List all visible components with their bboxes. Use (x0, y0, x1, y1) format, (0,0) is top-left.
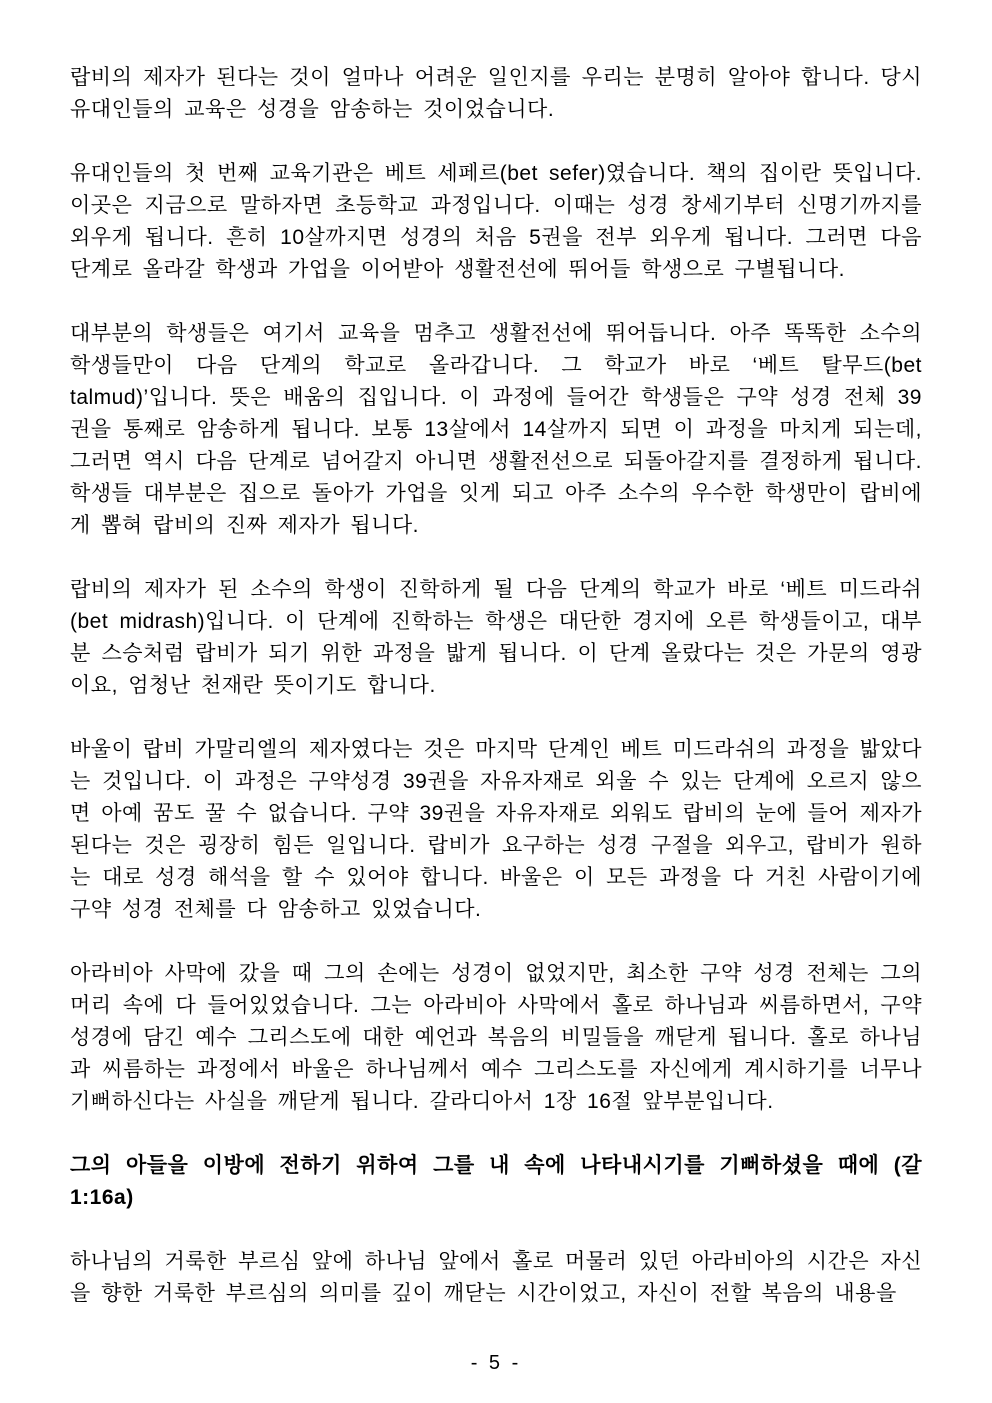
page-number: - 5 - (470, 1352, 522, 1374)
scripture-quote: 그의 아들을 이방에 전하기 위하여 그를 내 속에 나타내시기를 기뻐하셨을 때에 (갈 1:16a) (70, 1154, 922, 1209)
paragraph-5: 바울이 랍비 가말리엘의 제자였다는 것은 마지막 단계인 베트 미드라쉬의 과정을 밟았다는 것입니다. 이 과정은 구약성경 39권을 자유자재로 외울 수 있는 단계에 오르지 않으면 아예 꿈도 꿀 수 없습니다. 구약 39권을 자유자재로 외워도 랍비의 눈에 들어 제자가 된다는 것은 굉장히 힘든 일입니다. 랍비가 요구하는 성경 구절을 외우고, 랍비가 원하는 대로 성경 해석을 할 수 있어야 합니다. 바울은 이 모든 과정을 다 거친 사람이기에 구약 성경 전체를 다 암송하고 있었습니다. (70, 738, 922, 921)
paragraph-4: 랍비의 제자가 된 소수의 학생이 진학하게 될 다음 단계의 학교가 바로 ‘베트 미드라쉬(bet midrash)입니다. 이 단계에 진학하는 학생은 대단한 경지에 오른 학생들이고, 대부분 스승처럼 랍비가 되기 위한 과정을 밟게 됩니다. 이 단계 올랐다는 것은 가문의 영광이요, 엄청난 천재란 뜻이기도 합니다. (70, 578, 922, 697)
paragraph-1: 랍비의 제자가 된다는 것이 얼마나 어려운 일인지를 우리는 분명히 알아야 합니다. 당시 유대인들의 교육은 성경을 암송하는 것이었습니다. (70, 66, 922, 121)
paragraph-3: 대부분의 학생들은 여기서 교육을 멈추고 생활전선에 뛰어듭니다. 아주 똑똑한 소수의 학생들만이 다음 단계의 학교로 올라갑니다. 그 학교가 바로 ‘베트 탈무드(bet talmud)’입니다. 뜻은 배움의 집입니다. 이 과정에 들어간 학생들은 구약 성경 전체 39권을 통째로 암송하게 됩니다. 보통 13살에서 14살까지 되면 이 과정을 마치게 되는데, 그러면 역시 다음 단계로 넘어갈지 아니면 생활전선으로 되돌아갈지를 결정하게 됩니다. 학생들 대부분은 집으로 돌아가 가업을 잇게 되고 아주 소수의 우수한 학생만이 랍비에게 뽑혀 랍비의 진짜 제자가 됩니다. (70, 322, 922, 537)
paragraph-8: 하나님의 거룩한 부르심 앞에 하나님 앞에서 홀로 머물러 있던 아라비아의 시간은 자신을 향한 거룩한 부르심의 의미를 깊이 깨닫는 시간이었고, 자신이 전할 복음의 내용을 (70, 1250, 922, 1305)
paragraph-2: 유대인들의 첫 번째 교육기관은 베트 세페르(bet sefer)였습니다. 책의 집이란 뜻입니다. 이곳은 지금으로 말하자면 초등학교 과정입니다. 이때는 성경 창세기부터 신명기까지를 외우게 됩니다. 흔히 10살까지면 성경의 처음 5권을 전부 외우게 됩니다. 그러면 다음 단계로 올라갈 학생과 가업을 이어받아 생활전선에 뛰어들 학생으로 구별됩니다. (70, 162, 922, 281)
paragraph-6: 아라비아 사막에 갔을 때 그의 손에는 성경이 없었지만, 최소한 구약 성경 전체는 그의 머리 속에 다 들어있었습니다. 그는 아라비아 사막에서 홀로 하나님과 씨름하면서, 구약 성경에 담긴 예수 그리스도에 대한 예언과 복음의 비밀들을 깨닫게 됩니다. 홀로 하나님과 씨름하는 과정에서 바울은 하나님께서 예수 그리스도를 자신에게 계시하기를 너무나 기뻐하신다는 사실을 깨닫게 됩니다. 갈라디아서 1장 16절 앞부분입니다. (70, 962, 922, 1113)
